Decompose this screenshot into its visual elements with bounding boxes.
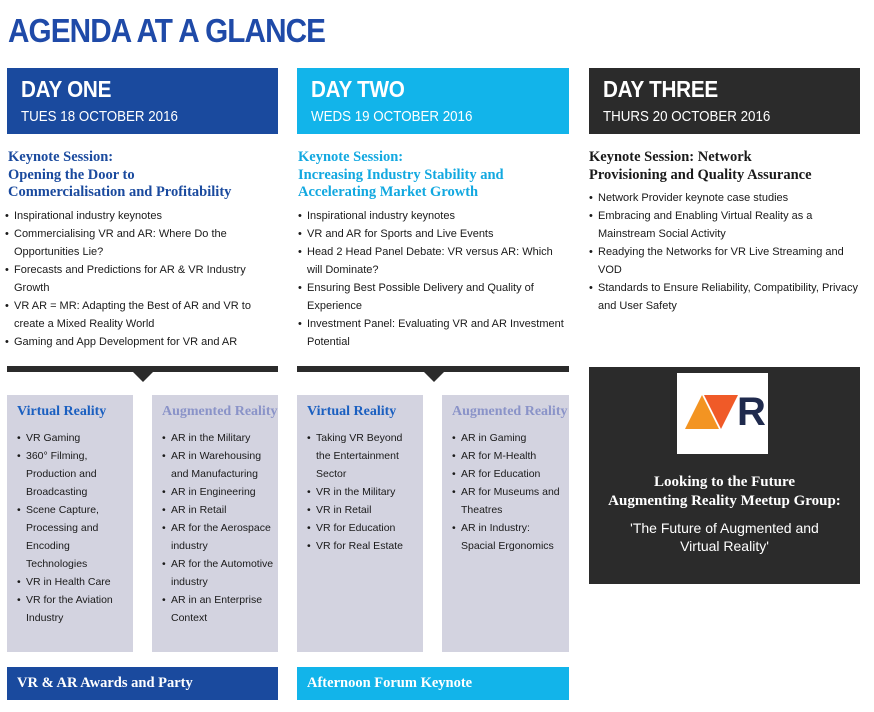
- list-item: • AR for Museums and Theatres: [452, 483, 565, 519]
- panel-title: Augmented Reality: [452, 404, 568, 419]
- day-two-divider-notch: [424, 372, 444, 382]
- list-item: • AR for M-Health: [452, 447, 565, 465]
- list-item: • Standards to Ensure Reliability, Compatibility, Privacy and User Safety: [589, 279, 859, 315]
- future-meetup-box: [589, 367, 860, 584]
- list-item: • AR in Industry: Spacial Ergonomics: [452, 519, 565, 555]
- list-item: • Ensuring Best Possible Delivery and Quality of Experience: [298, 279, 566, 315]
- day-one-name: DAY ONE: [21, 76, 112, 102]
- list-item: • Head 2 Head Panel Debate: VR versus AR: Which will Dominate?: [298, 243, 566, 279]
- list-item: • VR for the Aviation Industry: [17, 591, 129, 627]
- list-item: • VR in the Military: [307, 483, 419, 501]
- future-subtitle-line: 'The Future of Augmented and: [630, 520, 819, 536]
- list-item: • VR for Real Estate: [307, 537, 419, 555]
- list-item: • Commercialising VR and AR: Where Do the Opportunities Lie?: [5, 225, 278, 261]
- list-item: • AR for the Automotive industry: [162, 555, 274, 591]
- panel-title: Virtual Reality: [307, 404, 397, 419]
- page-title: AGENDA AT A GLANCE: [8, 12, 326, 49]
- logo-r-letter: R: [737, 390, 766, 434]
- day-two-header: [297, 68, 569, 134]
- future-title: [589, 473, 860, 511]
- day-two-name: DAY TWO: [311, 76, 405, 102]
- list-item: • AR in Warehousing and Manufacturing: [162, 447, 274, 483]
- day-one-bullets: [5, 207, 278, 351]
- keynote-line: Provisioning and Quality Assurance: [589, 166, 812, 183]
- list-item: • VR AR = MR: Adapting the Best of AR and VR to create a Mixed Reality World: [5, 297, 278, 333]
- day-two-ar-panel: [442, 395, 569, 652]
- day-one-header: [7, 68, 278, 134]
- list-item: • VR in Retail: [307, 501, 419, 519]
- keynote-line: Increasing Industry Stability and: [298, 166, 504, 183]
- keynote-line: Commercialisation and Profitability: [8, 184, 232, 200]
- day-three-name: DAY THREE: [603, 76, 718, 102]
- list-item: • AR for Education: [452, 465, 565, 483]
- day-one-keynote: [8, 149, 278, 202]
- list-item: • AR in Gaming: [452, 429, 565, 447]
- list-item: • Gaming and App Development for VR and AR: [5, 333, 278, 351]
- keynote-line: Opening the Door to: [8, 166, 135, 183]
- day-three-date: THURS 20 OCTOBER 2016: [603, 109, 771, 125]
- panel-title: Augmented Reality: [162, 404, 278, 419]
- future-title-line: Augmenting Reality Meetup Group:: [608, 493, 841, 509]
- list-item: • AR in Retail: [162, 501, 274, 519]
- day-two-keynote: [298, 149, 570, 202]
- day-one-date: TUES 18 OCTOBER 2016: [21, 109, 178, 125]
- keynote-line: Keynote Session:: [8, 149, 114, 165]
- keynote-line: Keynote Session: Network: [589, 149, 752, 165]
- future-subtitle: [589, 519, 860, 555]
- day-one-footer: VR & AR Awards and Party: [7, 667, 278, 700]
- avr-logo: [677, 373, 768, 454]
- list-item: • VR in Health Care: [17, 573, 129, 591]
- list-item: • AR in an Enterprise Context: [162, 591, 274, 627]
- list-item: • VR for Education: [307, 519, 419, 537]
- day-three-bullets: [589, 189, 859, 315]
- future-subtitle-line: Virtual Reality': [680, 538, 769, 554]
- panel-title: Virtual Reality: [17, 404, 107, 419]
- logo-v-shape: [704, 395, 738, 429]
- day-one-ar-panel: [152, 395, 278, 652]
- list-item: • Inspirational industry keynotes: [298, 207, 566, 225]
- day-two-bullets: [298, 207, 566, 351]
- day-one-divider-notch: [133, 372, 153, 382]
- list-item: • Forecasts and Predictions for AR & VR Industry Growth: [5, 261, 278, 297]
- list-item: • AR in the Military: [162, 429, 274, 447]
- list-item: • Inspirational industry keynotes: [5, 207, 278, 225]
- keynote-line: Keynote Session:: [298, 149, 404, 165]
- day-three-header: [589, 68, 860, 134]
- list-item: • Taking VR Beyond the Entertainment Sector: [307, 429, 419, 483]
- day-one-vr-panel: [7, 395, 133, 652]
- list-item: • AR in Engineering: [162, 483, 274, 501]
- day-two-date: WEDS 19 OCTOBER 2016: [311, 109, 473, 125]
- keynote-line: Accelerating Market Growth: [298, 184, 479, 200]
- list-item: • Embracing and Enabling Virtual Reality as a Mainstream Social Activity: [589, 207, 859, 243]
- day-three-keynote: [589, 149, 861, 184]
- list-item: • Network Provider keynote case studies: [589, 189, 859, 207]
- list-item: • Investment Panel: Evaluating VR and AR Investment Potential: [298, 315, 566, 351]
- future-title-line: Looking to the Future: [654, 474, 795, 490]
- day-two-footer: Afternoon Forum Keynote: [297, 667, 569, 700]
- list-item: • VR Gaming: [17, 429, 129, 447]
- list-item: • Readying the Networks for VR Live Streaming and VOD: [589, 243, 859, 279]
- list-item: • AR for the Aerospace industry: [162, 519, 274, 555]
- list-item: • 360° Filming, Production and Broadcasting: [17, 447, 129, 501]
- list-item: • Scene Capture, Processing and Encoding Technologies: [17, 501, 129, 573]
- list-item: • VR and AR for Sports and Live Events: [298, 225, 566, 243]
- day-two-vr-panel: [297, 395, 423, 652]
